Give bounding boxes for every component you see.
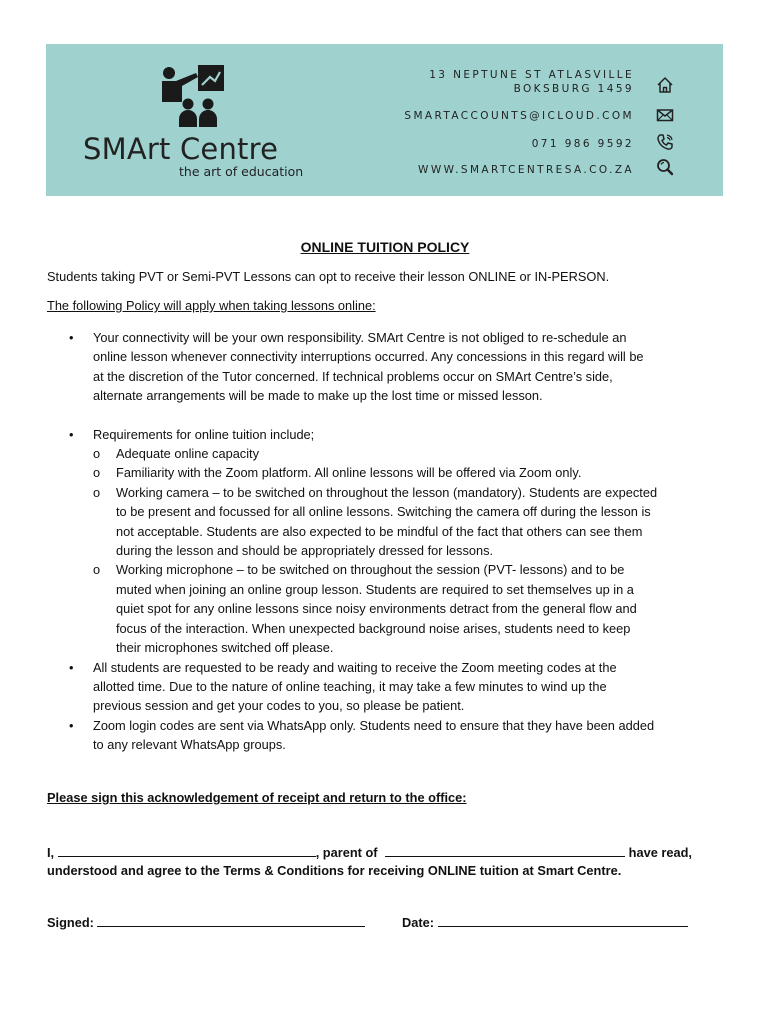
document-title: ONLINE TUITION POLICY [300,239,470,255]
requirement-microphone: o Working microphone – to be switched on throughout the session (PVT- lessons) and to be muted when joining an online group lesson. Students are required to set themselves up in a quiet spot for any online lessons since noisy environments detract from the general flow and focus of the interaction. When unexpected background noise arises, students need to keep their microphones switched off please. [93,562,637,656]
header-banner [46,44,723,196]
date-row: Date: [402,915,688,930]
envelope-icon [655,105,675,125]
policy-item-requirements: • Requirements for online tuition include; o Adequate online capacity o Familiarity with the Zoom platform. All online lessons will be offered via Zoom only. o Working camera – to be switched on throughout the lesson (mandatory). Students are expected to be present and focussed for all online lessons. Switching the camera off during the lesson is not acceptable. Students are also expected to be mindful of the fact that others can see them during the lesson and should be appropriately dressed for lessons. o Working microphone – to be switched on throughout the session (PVT- lessons) and to be muted when joining an online group lesson. Students are required to set themselves up in a quiet spot for any online lessons since noisy environments detract from the general flow and focus of the interaction. When unexpected background noise arises, students need to keep their microphones switched off please. [47,425,727,658]
requirement-camera: o Working camera – to be switched on throughout the lesson (mandatory). Students are expected to be present and focussed for all online lessons. Switching the camera off during the lesson is not acceptable. Students are also expected to be mindful of the fact that others can see them during the lesson and should be appropriately dressed for lessons. [93,484,658,559]
address-line2: BOKSBURG 1459 [513,83,634,95]
policy-item-whatsapp: • Zoom login codes are sent via WhatsApp only. Students need to ensure that they have been added to any relevant WhatsApp groups. [69,717,655,753]
student-name-field[interactable] [385,845,625,857]
teacher-students-logo-icon [160,63,230,127]
bullet-icon: • [69,426,74,442]
bullet-icon: • [69,717,74,733]
circle-bullet-icon: o [93,484,101,500]
requirement-zoom: o Familiarity with the Zoom platform. All online lessons will be offered via Zoom only. [93,463,727,482]
policy-item-connectivity: • Your connectivity will be your own responsibility. SMArt Centre is not obliged to re-schedule an online lesson whenever connectivity interruptions occurred. Any concessions in this regard will be at the discretion of the Tutor concerned. If technical problems occur on SMArt Centre’s side, alternate arrangements will be made to make up the lost time or missed lesson. [69,330,644,404]
email-text[interactable]: SMARTACCOUNTS@ICLOUD.COM [404,110,634,122]
circle-bullet-icon: o [93,465,101,481]
parent-name-field[interactable] [58,845,316,857]
phone-icon [655,132,675,152]
circle-bullet-icon: o [93,446,101,462]
requirement-capacity: o Adequate online capacity [93,444,727,463]
brand-tagline: the art of education [179,164,304,179]
policy-list [47,328,727,755]
phone-text[interactable]: 071 986 9592 [531,138,634,150]
brand-name: SMArt Centre [83,132,279,166]
sign-instruction: Please sign this acknowledgement of receipt and return to the office: [47,790,467,805]
acknowledgement-statement: I, , parent of have read, understood and agree to the Terms & Conditions for receiving ONLINE tuition at Smart Centre. [47,845,692,878]
signature-field[interactable] [97,915,365,927]
policy-item-readiness: • All students are requested to be ready and waiting to receive the Zoom meeting codes at the allotted time. Due to the nature of online teaching, it may take a few minutes to wind up the previous session and get your codes to you, so please be patient. [69,659,617,714]
date-field[interactable] [438,915,688,927]
home-icon [655,75,675,95]
signature-row: Signed: [47,915,365,930]
search-icon [655,157,675,177]
bullet-icon: • [69,659,74,675]
policy-heading: The following Policy will apply when taking lessons online: [47,298,376,313]
address-line1: 13 NEPTUNE ST ATLASVILLE [429,69,634,81]
circle-bullet-icon: o [93,562,101,578]
bullet-icon: • [69,330,74,345]
intro-text: Students taking PVT or Semi-PVT Lessons can opt to receive their lesson ONLINE or IN-PERSON. [47,269,610,284]
website-text[interactable]: WWW.SMARTCENTRESA.CO.ZA [418,164,634,176]
